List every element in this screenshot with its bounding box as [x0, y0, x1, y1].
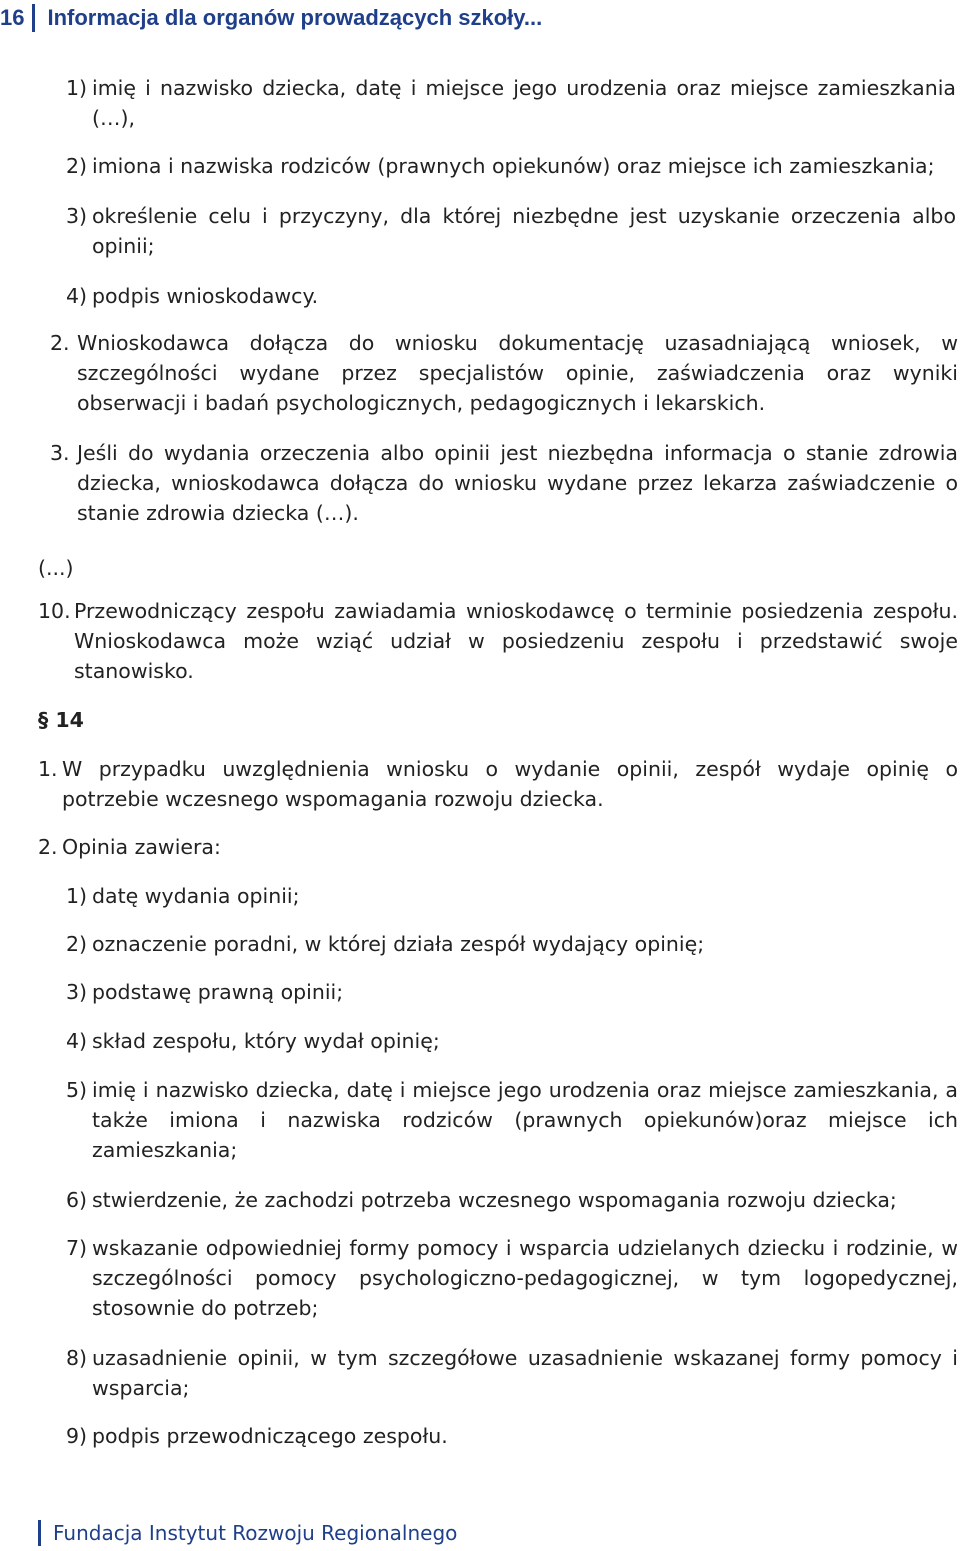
paragraph-number: 1. — [38, 757, 58, 781]
list-item — [66, 201, 956, 261]
list-item-number: 2) — [66, 932, 88, 956]
footer-divider — [38, 1520, 41, 1546]
header-divider — [32, 4, 35, 32]
list-item — [66, 1343, 958, 1403]
paragraph-text: Wnioskodawca dołącza do wniosku dokumentację uzasadniającą wniosek, w szczególności wydane przez specjalistów opinie, zaświadczenia oraz wyniki obserwacji i badań psychologicznych, pedagogicznych i lekarskich. — [77, 331, 958, 415]
list-item-number: 9) — [66, 1424, 88, 1448]
list-item-text: określenie celu i przyczyny, dla której niezbędne jest uzyskanie orzeczenia albo opinii; — [92, 204, 956, 258]
list-item — [66, 977, 958, 1007]
paragraph — [38, 596, 958, 686]
paragraph-text: W przypadku uwzględnienia wniosku o wydanie opinii, zespół wydaje opinię o potrzebie wczesnego wspomagania rozwoju dziecka. — [62, 757, 958, 811]
list-item-number: 3) — [66, 204, 88, 228]
list-item-number: 5) — [66, 1078, 88, 1102]
list-item — [66, 1421, 958, 1451]
paragraph — [38, 754, 958, 814]
list-item-text: wskazanie odpowiedniej formy pomocy i wsparcia udzielanych dziecku i rodzinie, w szczególności pomocy psychologiczno-pedagogicznej, w tym logopedycznej, stosownie do potrzeb; — [92, 1236, 958, 1320]
list-item-text: imię i nazwisko dziecka, datę i miejsce jego urodzenia oraz miejsce zamieszkania, a także imiona i nazwiska rodziców (prawnych opiekunów)oraz miejsce ich zamieszkania; — [92, 1078, 958, 1162]
list-item-number: 2) — [66, 154, 88, 178]
paragraph-number: 10. — [38, 599, 71, 623]
list-item — [66, 1233, 958, 1323]
section-title: Informacja dla organów prowadzących szkoły... — [47, 5, 543, 30]
list-item-text: podpis przewodniczącego zespołu. — [92, 1424, 448, 1448]
list-item-number: 8) — [66, 1346, 88, 1370]
paragraph — [50, 328, 958, 418]
paragraph-number: 2. — [38, 835, 58, 859]
list-item-text: podpis wnioskodawcy. — [92, 284, 319, 308]
list-item-text: stwierdzenie, że zachodzi potrzeba wczesnego wspomagania rozwoju dziecka; — [92, 1188, 897, 1212]
list-item — [66, 73, 956, 133]
omission-marker: (...) — [38, 556, 74, 580]
paragraph — [38, 832, 958, 862]
paragraph-number: 2. — [50, 331, 70, 355]
list-item-text: podstawę prawną opinii; — [92, 980, 344, 1004]
list-item-number: 6) — [66, 1188, 88, 1212]
paragraph-number: 3. — [50, 441, 70, 465]
page-number: 16 — [0, 5, 25, 30]
list-item — [66, 929, 958, 959]
list-item — [66, 281, 956, 311]
list-item-text: imię i nazwisko dziecka, datę i miejsce jego urodzenia oraz miejsce zamieszkania (…), — [92, 76, 956, 130]
list-item — [66, 1075, 958, 1165]
list-item-text: uzasadnienie opinii, w tym szczegółowe uzasadnienie wskazanej formy pomocy i wsparcia; — [92, 1346, 958, 1400]
footer-text: Fundacja Instytut Rozwoju Regionalnego — [53, 1521, 458, 1545]
list-item-text: datę wydania opinii; — [92, 884, 300, 908]
list-item-number: 4) — [66, 284, 88, 308]
list-item-text: oznaczenie poradni, w której działa zespół wydający opinię; — [92, 932, 705, 956]
list-item-number: 1) — [66, 884, 88, 908]
section-heading: § 14 — [38, 708, 84, 732]
list-item — [66, 151, 956, 181]
list-item-number: 7) — [66, 1236, 88, 1260]
paragraph-text: Jeśli do wydania orzeczenia albo opinii jest niezbędna informacja o stanie zdrowia dziecka, wnioskodawca dołącza do wniosku wydane przez lekarza zaświadczenie o stanie zdrowia dziecka (…). — [77, 441, 958, 525]
list-item — [66, 1185, 958, 1215]
list-item-number: 3) — [66, 980, 88, 1004]
page-footer — [38, 1518, 457, 1548]
list-item — [66, 1026, 958, 1056]
list-item-number: 4) — [66, 1029, 88, 1053]
paragraph — [50, 438, 958, 528]
list-item-text: imiona i nazwiska rodziców (prawnych opiekunów) oraz miejsce ich zamieszkania; — [92, 154, 935, 178]
paragraph-text: Opinia zawiera: — [62, 835, 221, 859]
list-item-number: 1) — [66, 76, 88, 100]
list-item — [66, 881, 958, 911]
list-item-text: skład zespołu, który wydał opinię; — [92, 1029, 440, 1053]
paragraph-text: Przewodniczący zespołu zawiadamia wnioskodawcę o terminie posiedzenia zespołu. Wnioskodawca może wziąć udział w posiedzeniu zespołu i przedstawić swoje stanowisko. — [74, 599, 958, 683]
page-header — [0, 0, 542, 36]
